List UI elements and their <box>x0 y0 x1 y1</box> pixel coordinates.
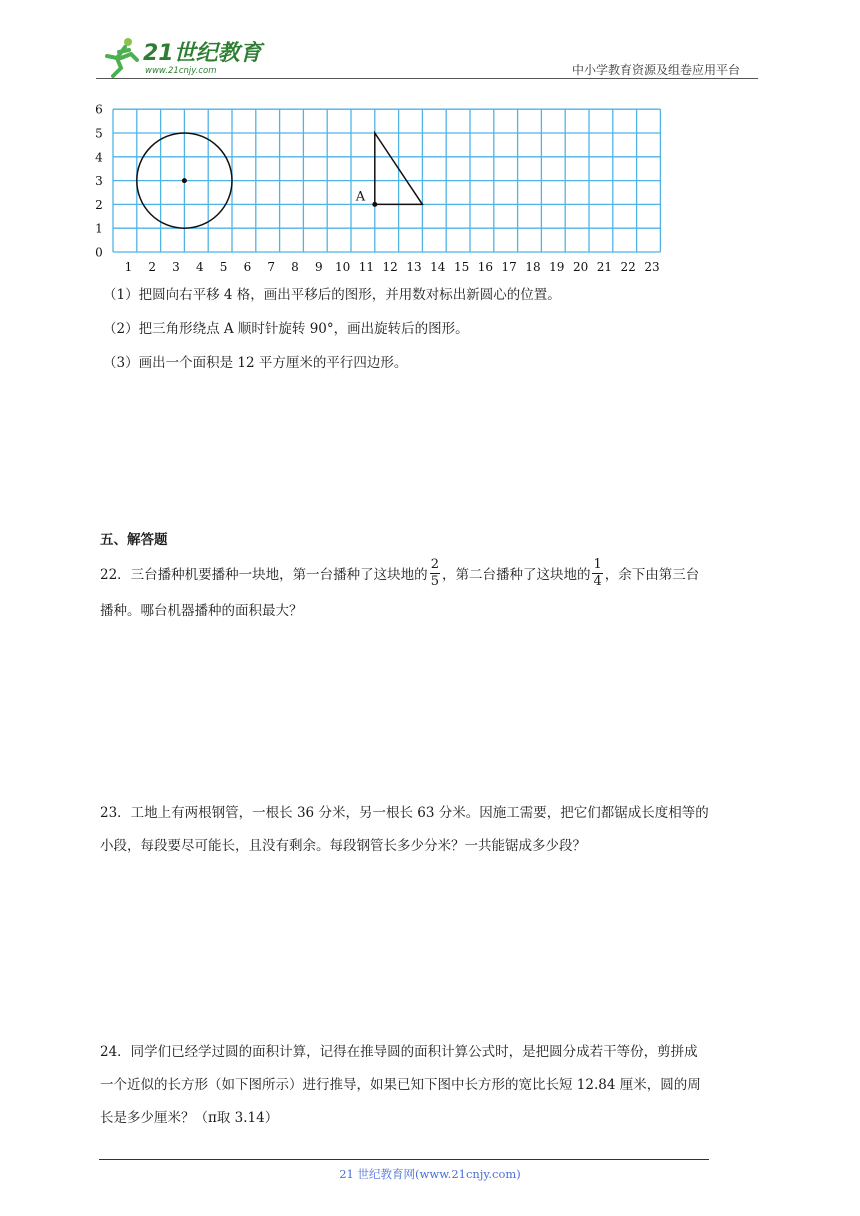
section-heading: 五、解答题 <box>100 532 168 548</box>
q22-text-part1: 22．三台播种机要播种一块地，第一台播种了这块地的 <box>100 567 428 583</box>
x-tick-label: 17 <box>501 260 517 274</box>
x-tick-label: 18 <box>525 260 541 274</box>
fraction-two-fifths <box>430 557 440 590</box>
x-tick-label: 15 <box>453 260 470 274</box>
coordinate-grid-figure <box>92 98 672 278</box>
x-tick-label: 22 <box>620 260 636 274</box>
q22-text-part3: ，余下由第三台 <box>604 567 700 583</box>
q21-item-2: （2）把三角形绕点 A 顺时针旋转 90°，画出旋转后的图形。 <box>103 321 469 337</box>
y-tick-label: 3 <box>95 174 103 189</box>
x-tick-label: 16 <box>477 260 494 274</box>
y-tick-label: 0 <box>95 245 103 260</box>
x-tick-label: 7 <box>267 260 276 274</box>
x-tick-label: 10 <box>334 260 351 274</box>
x-tick-label: 5 <box>219 260 228 274</box>
q21-item-1: （1）把圆向右平移 4 格，画出平移后的图形，并用数对标出新圆心的位置。 <box>103 287 561 303</box>
y-tick-label: 2 <box>95 197 103 212</box>
x-axis-labels <box>125 260 660 274</box>
header-divider <box>96 78 758 79</box>
x-tick-label: 19 <box>549 260 565 274</box>
fraction-denominator: 5 <box>430 573 439 589</box>
x-tick-label: 2 <box>148 260 157 274</box>
y-axis-labels <box>95 103 103 260</box>
logo-text: 21世纪教育 <box>143 41 262 66</box>
footer-text: 21 世纪教育网(www.21cnjy.com) <box>339 1167 521 1181</box>
fraction-one-quarter <box>592 557 602 590</box>
x-tick-label: 4 <box>195 260 204 274</box>
y-tick-label: 4 <box>95 150 103 165</box>
q23-line-2: 小段，每段要尽可能长，且没有剩余。每段钢管长多少分米？一共能锯成多少段？ <box>100 838 586 854</box>
point-a <box>372 202 377 207</box>
x-tick-label: 13 <box>406 260 422 274</box>
y-tick-label: 6 <box>95 102 103 117</box>
runner-icon <box>107 38 137 76</box>
q22-line-2: 播种。哪台机器播种的面积最大？ <box>100 603 303 619</box>
x-tick-label: 6 <box>243 260 252 274</box>
x-tick-label: 9 <box>314 260 323 274</box>
fraction-numerator: 1 <box>593 556 602 572</box>
header-platform-text: 中小学教育资源及组卷应用平台 <box>572 63 741 77</box>
x-tick-label: 12 <box>382 260 398 274</box>
y-tick-label: 1 <box>95 221 103 236</box>
x-tick-label: 21 <box>596 260 613 274</box>
footer-divider <box>99 1159 709 1160</box>
circle-center-point <box>182 178 187 183</box>
x-tick-label: 8 <box>291 260 299 274</box>
grid-lines <box>113 109 660 252</box>
q21-item-3: （3）画出一个面积是 12 平方厘米的平行四边形。 <box>103 355 408 371</box>
x-tick-label: 11 <box>358 260 375 274</box>
q22-line-1 <box>100 553 699 593</box>
y-tick-label: 5 <box>95 126 103 141</box>
fraction-numerator: 2 <box>430 556 439 572</box>
x-tick-label: 14 <box>430 260 446 274</box>
q24-line-1: 24．同学们已经学过圆的面积计算，记得在推导圆的面积计算公式时，是把圆分成若干等份，剪拼成 <box>100 1044 698 1060</box>
point-a-label: A <box>355 189 366 205</box>
site-logo <box>95 36 265 78</box>
x-tick-label: 3 <box>172 260 180 274</box>
q23-line-1: 23．工地上有两根钢管，一根长 36 分米，另一根长 63 分米。因施工需要，把它们都锯成长度相等的 <box>100 805 709 821</box>
logo-url: www.21cnjy.com <box>145 66 217 76</box>
q24-line-2: 一个近似的长方形（如下图所示）进行推导，如果已知下图中长方形的宽比长短 12.84 厘米，圆的周 <box>100 1077 701 1093</box>
q24-line-3: 长是多少厘米？（π取 3.14） <box>100 1110 279 1126</box>
q22-text-part2: ，第二台播种了这块地的 <box>441 567 591 583</box>
x-tick-label: 1 <box>124 260 133 274</box>
x-tick-label: 20 <box>572 260 589 274</box>
x-tick-label: 23 <box>644 260 660 274</box>
fraction-denominator: 4 <box>593 573 602 589</box>
